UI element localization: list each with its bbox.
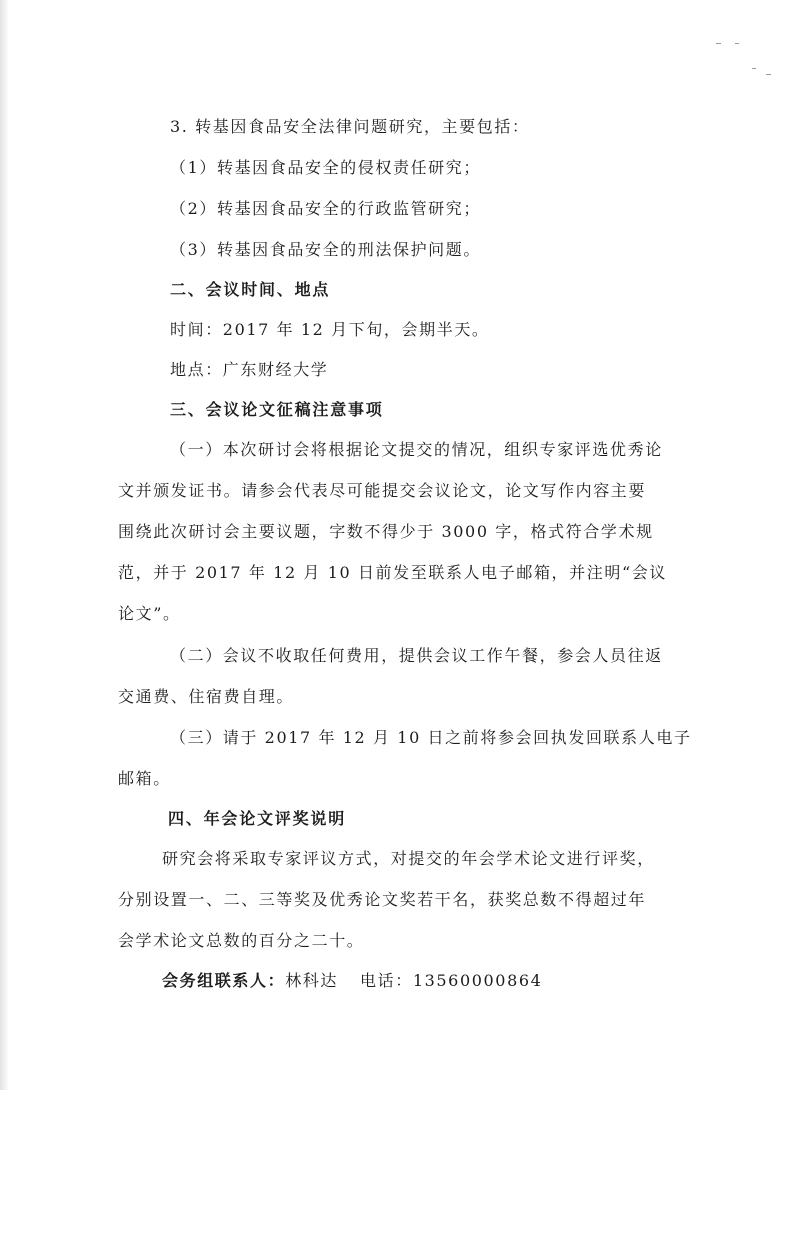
section2-heading: 二、会议时间、地点	[170, 280, 331, 299]
meeting-time: 时间：2017 年 12 月下旬，会期半天。	[170, 320, 490, 339]
section3-para1-line: 围绕此次研讨会主要议题，字数不得少于 3000 字，格式符合学术规	[118, 522, 654, 541]
topic3-item-2: （2）转基因食品安全的行政监管研究；	[170, 199, 481, 218]
section4-para-line: 分别设置一、二、三等奖及优秀论文奖若干名，获奖总数不得超过年	[118, 890, 647, 909]
meeting-place: 地点：广东财经大学	[170, 360, 329, 379]
phone-number: 13560000864	[412, 971, 543, 990]
topic3-title: 3. 转基因食品安全法律问题研究，主要包括：	[170, 117, 530, 136]
section3-para1-line: 论文”。	[118, 604, 181, 623]
scan-speck	[766, 74, 771, 75]
section3-para2-line: 交通费、住宿费自理。	[118, 687, 295, 706]
section3-para3-line: 邮箱。	[118, 769, 171, 788]
section4-para-line: 研究会将采取专家评议方式，对提交的年会学术论文进行评奖，	[162, 849, 655, 868]
scan-edge-shadow	[0, 0, 9, 1090]
topic3-item-3: （3）转基因食品安全的刑法保护问题。	[170, 240, 481, 259]
contact-name: 林科达	[285, 971, 339, 990]
contact-label: 会务组联系人：	[162, 971, 286, 990]
contact-line	[162, 969, 542, 993]
section4-heading: 四、年会论文评奖说明	[168, 809, 347, 828]
section3-para2-line: （二）会议不收取任何费用，提供会议工作午餐，参会人员往返	[170, 646, 663, 665]
section3-heading: 三、会议论文征稿注意事项	[170, 400, 384, 419]
section3-para3-line: （三）请于 2017 年 12 月 10 日之前将参会回执发回联系人电子	[170, 728, 692, 747]
section3-para1-line: 文并颁发证书。请参会代表尽可能提交会议论文，论文写作内容主要	[118, 481, 647, 500]
section4-para-line: 会学术论文总数的百分之二十。	[118, 931, 365, 950]
scan-speck	[752, 68, 756, 69]
topic3-item-1: （1）转基因食品安全的侵权责任研究；	[170, 158, 481, 177]
scan-speck	[735, 43, 739, 44]
section3-para1-line: （一）本次研讨会将根据论文提交的情况，组织专家评选优秀论	[170, 440, 663, 459]
phone-label: 电话：	[360, 971, 413, 990]
scan-speck	[716, 43, 721, 44]
section3-para1-line: 范，并于 2017 年 12 月 10 日前发至联系人电子邮箱，并注明“会议	[118, 563, 667, 582]
